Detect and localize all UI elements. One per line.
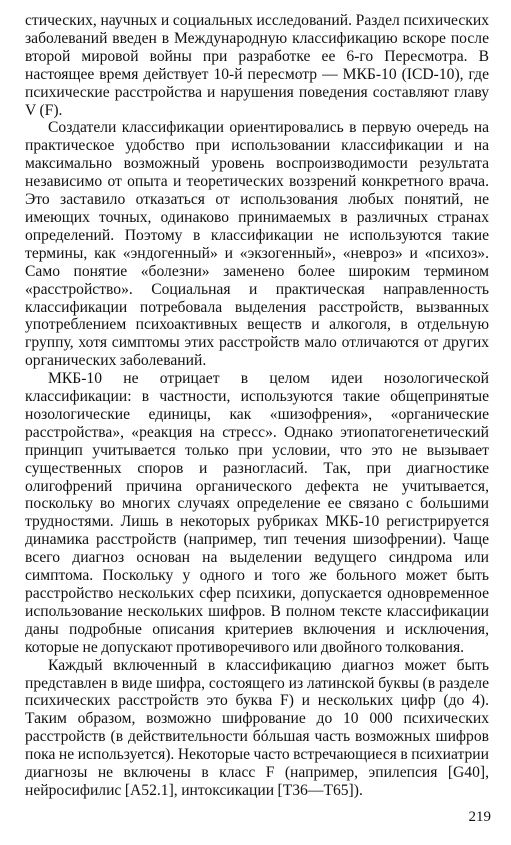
paragraph-4: Каждый включенный в классификацию диагноз может быть представлен в виде шифра, состоящего из латинской буквы (в разделе психических расстройств это буква F) и нескольких цифр (до 4). Таким образом, возможно шифрование до 10 000 психических расстройств (в действительности бóльшая часть возможных шифров пока не используется). Некоторые часто встречающиеся в психиатрии диагнозы не включены в класс F (например, эпилепсия [G40], нейросифилис [A52.1], интоксикации [T36—T65]).: [25, 656, 489, 799]
paragraph-1: стических, научных и социальных исследований. Раздел психических заболеваний введен в Международную классификацию вскоре после второй мировой войны при разработке ее 6-го Пересмотра. В настоящее время действует 10-й пересмотр — МКБ-10 (ICD-10), где психические расстройства и нарушения поведения составляют главу V (F).: [25, 12, 489, 119]
page-number: 219: [468, 809, 491, 825]
paragraph-3: МКБ-10 не отрицает в целом идеи нозологической классификации: в частности, используются такие общепринятые нозологические единицы, как «шизофрения», «органические расстройства», «реакция на стресс». Однако этиопатогенетический принцип учитывается только при условии, что это не вызывает существенных споров и разногласий. Так, при диагностике олигофрений причина органического дефекта не учитывается, поскольку во многих случаях определение ее связано с большими трудностями. Лишь в некоторых рубриках МКБ-10 регистрируется динамика расстройств (например, тип течения шизофрении). Чаще всего диагноз основан на выделении ведущего синдрома или симптома. Поскольку у одного и того же больного может быть расстройство нескольких сфер психики, допускается одновременное использование нескольких шифров. В полном тексте классификации даны подробные описания критериев включения и исключения, которые не допускают противоречивого или двойного толкования.: [25, 370, 489, 656]
paragraph-2: Создатели классификации ориентировались в первую очередь на практическое удобство при использовании классификации и на максимально возможный уровень воспроизводимости результата независимо от опыта и теоретических воззрений конкретного врача. Это заставило отказаться от использования любых понятий, не имеющих точных, одинаково принимаемых в различных странах определений. Поэтому в классификации не используются такие термины, как «эндогенный» и «экзогенный», «невроз» и «психоз». Само понятие «болезни» заменено более широким термином «расстройство». Социальная и практическая направленность классификации потребовала выделения расстройств, вызванных употреблением психоактивных веществ и алкоголя, в отдельную группу, хотя симптомы этих расстройств мало отличаются от других органических заболеваний.: [25, 119, 489, 370]
page-body: [25, 12, 489, 800]
